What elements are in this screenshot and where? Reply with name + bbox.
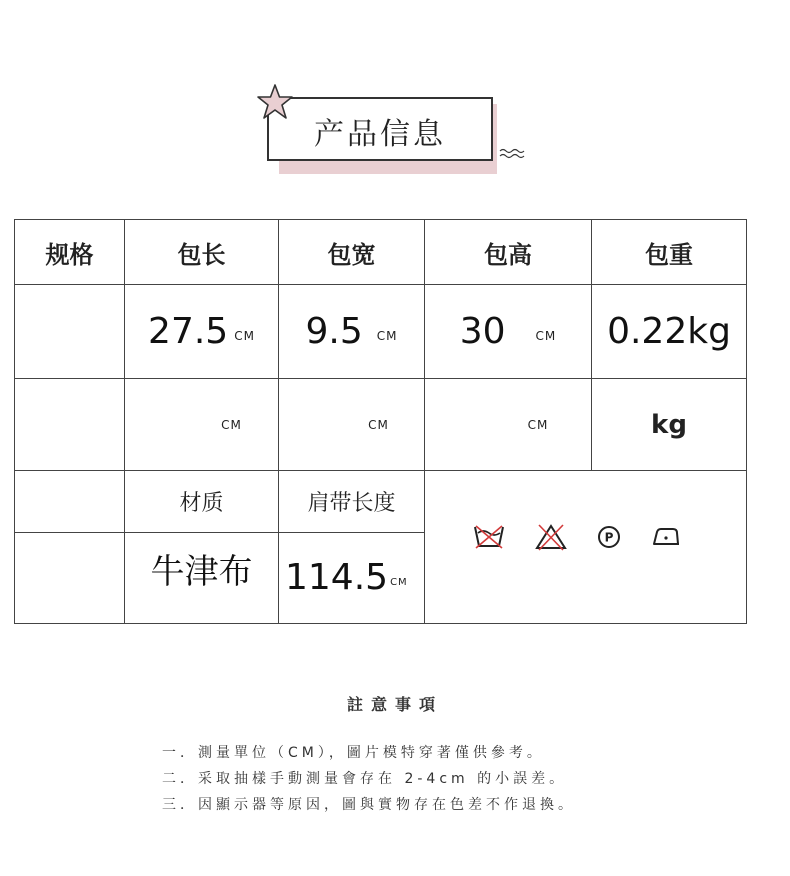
star-icon: [255, 82, 295, 122]
dry-clean-p-icon: [597, 525, 621, 549]
notes-line: 三．因顯示器等原因，圖與實物存在色差不作退換。: [162, 797, 576, 813]
notes-list: [162, 740, 576, 818]
strap-cell: [279, 542, 424, 612]
length-unit-2: CM: [221, 417, 242, 432]
height-cell: [425, 285, 591, 378]
title-badge: [255, 82, 535, 182]
height-value: 30: [459, 311, 506, 352]
iron-low-icon: [651, 526, 681, 548]
height-unit: CM: [535, 328, 557, 343]
notes-title: 註意事項: [346, 695, 443, 714]
width-value: 9.5: [305, 311, 363, 352]
spec-table: [14, 219, 747, 624]
width-unit: CM: [376, 328, 398, 343]
weight-cell-empty: [592, 379, 746, 470]
header-length: 包长: [177, 240, 226, 269]
material-label: 材质: [179, 491, 224, 516]
notes-line: 一．測量單位（CM），圖片模特穿著僅供參考。: [162, 745, 545, 761]
header-height: 包高: [484, 240, 532, 269]
notes-line: 二．采取抽樣手動測量會存在 2-4cm 的小誤差。: [162, 771, 568, 787]
width-cell-empty: [279, 379, 424, 470]
svg-text:P: P: [604, 530, 614, 545]
height-unit-2: CM: [527, 417, 549, 432]
no-wash-icon: [473, 524, 505, 550]
wave-icon: [499, 146, 527, 164]
strap-label: 肩带长度: [307, 491, 396, 516]
material-value: 牛津布: [150, 551, 253, 592]
page-title: 产品信息: [314, 117, 446, 152]
header-spec: 规格: [45, 240, 94, 269]
height-cell-empty: [425, 379, 591, 470]
length-cell: [125, 285, 278, 378]
badge-frame: [267, 97, 493, 161]
care-symbols: [473, 523, 681, 551]
length-cell-empty: [125, 379, 278, 470]
weight-unit-2: kg: [651, 409, 687, 440]
strap-unit: CM: [390, 576, 408, 588]
header-weight: 包重: [645, 240, 693, 269]
width-cell: [279, 285, 424, 378]
length-value: 27.5: [148, 311, 229, 352]
no-bleach-icon: [535, 523, 567, 551]
header-width: 包宽: [327, 240, 376, 269]
weight-value: 0.22kg: [607, 311, 731, 352]
weight-cell: [592, 285, 746, 378]
length-unit: CM: [234, 328, 255, 343]
strap-value: 114.5: [285, 556, 389, 598]
width-unit-2: CM: [368, 417, 389, 432]
